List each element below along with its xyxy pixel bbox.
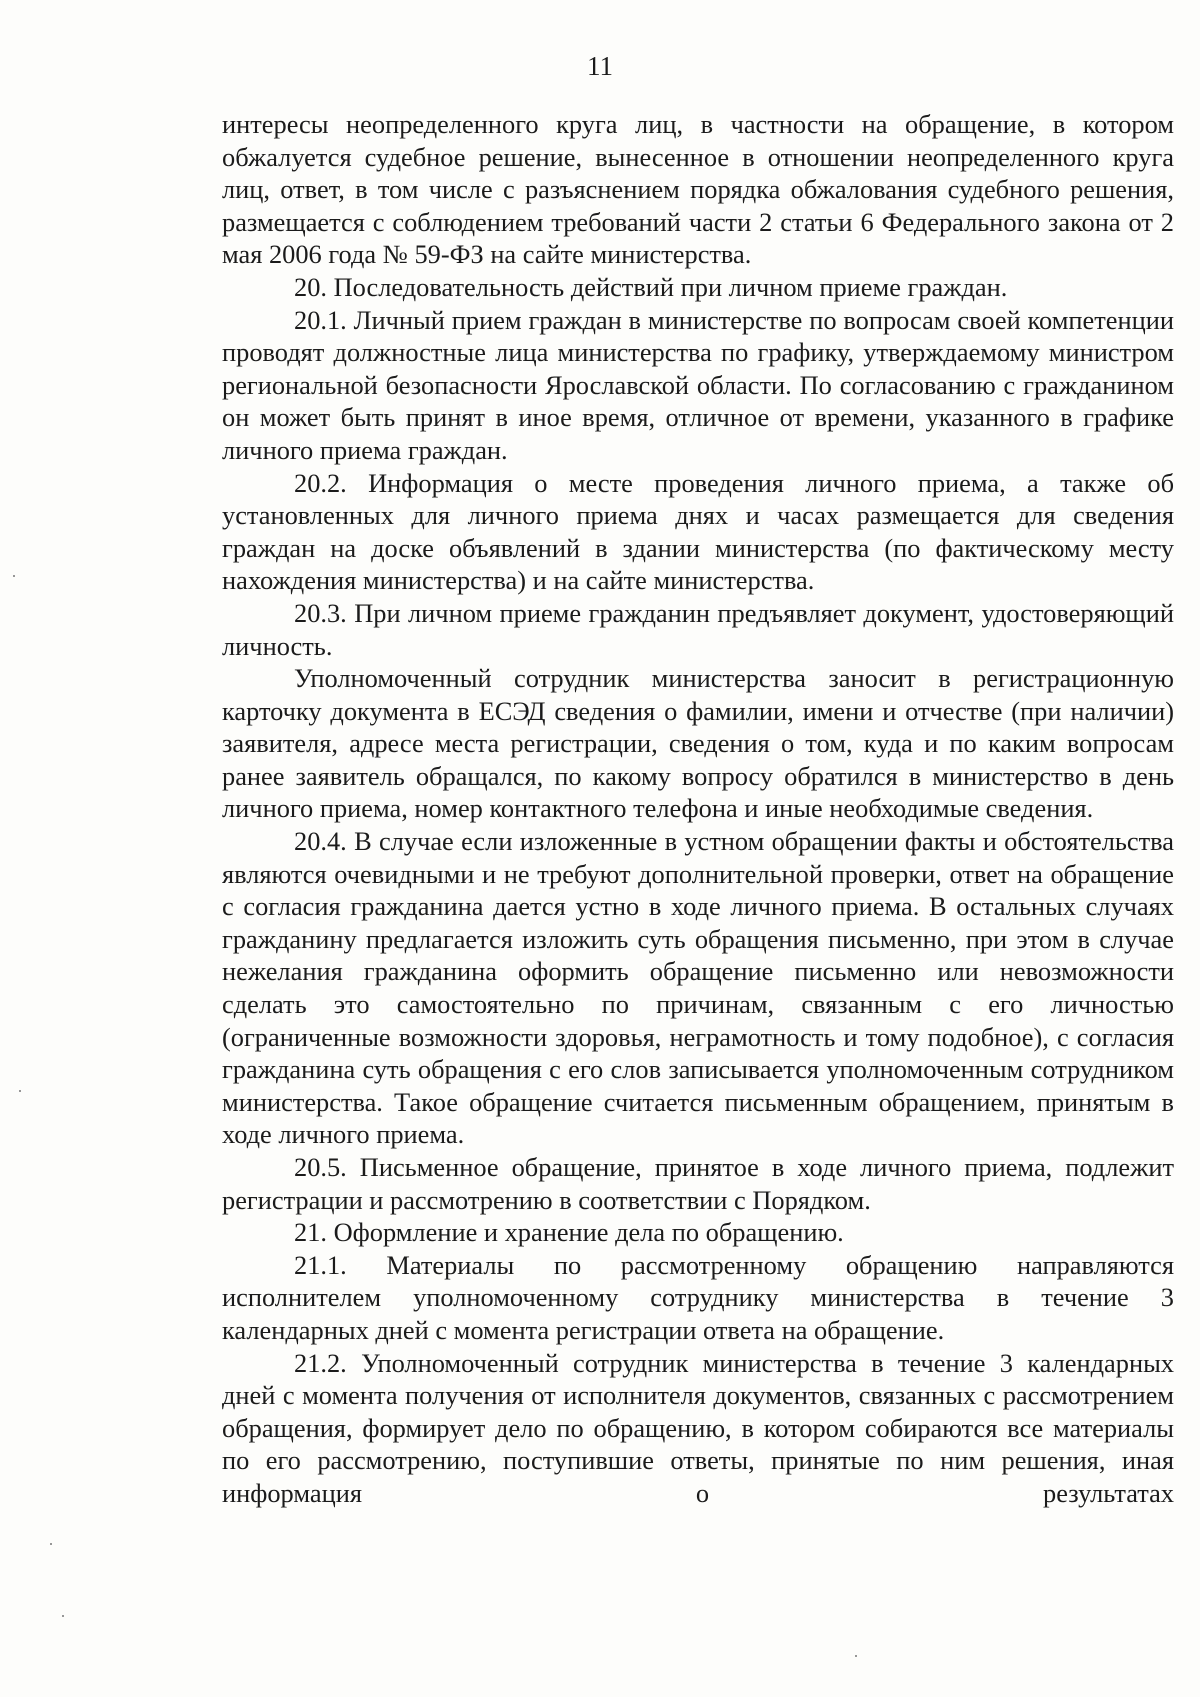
paragraph-authorized-employee: Уполномоченный сотрудник министерства заносит в регистрационную карточку документа в ЕСЭД сведения о фамилии, имени и отчестве (при наличии) заявителя, адресе места регистрации, сведения о том, куда и по каким вопросам ранее заявитель обращался, по какому вопросу обратился в министерство в день личного приема, номер контактного телефона и иные необходимые сведения. xyxy=(222,663,1174,824)
scan-speck xyxy=(50,1543,52,1545)
paragraph-21-2: 21.2. Уполномоченный сотрудник министерства в течение 3 календарных дней с момента получения от исполнителя документов, связанных с рассмотрением обращения, формирует дело по обращению, в котором собираются все материалы по его рассмотрению, поступившие ответы, принятые по ним решения, иная информация о результатах xyxy=(222,1347,1174,1508)
paragraph-continuation: интересы неопределенного круга лиц, в частности на обращение, в котором обжалуется судебное решение, вынесенное в отношении неопределенного круга лиц, ответ, в том числе с разъяснением порядка обжалования судебного решения, размещается с соблюдением требований части 2 статьи 6 Федерального закона от 2 мая 2006 года № 59-ФЗ на сайте министерства. xyxy=(222,109,1174,270)
paragraph-20-3: 20.3. При личном приеме гражданин предъявляет документ, удостоверяющий личность. xyxy=(222,597,1174,661)
scan-speck xyxy=(62,1615,64,1617)
paragraph-20: 20. Последовательность действий при личном приеме граждан. xyxy=(294,271,1008,302)
document-body xyxy=(222,108,1174,1510)
scan-speck xyxy=(855,1655,857,1657)
paragraph-20-4: 20.4. В случае если изложенные в устном обращении факты и обстоятельства являются очевидными и не требуют дополнительной проверки, ответ на обращение с согласия гражданина дается устно в ходе личного приема. В остальных случаях гражданину предлагается изложить суть обращения письменно, при этом в случае нежелания гражданина оформить обращение письменно или невозможности сделать это самостоятельно по причинам, связанным с его личностью (ограниченные возможности здоровья, неграмотность и тому подобное), с согласия гражданина суть обращения с его слов записывается уполномоченным сотрудником министерства. Такое обращение считается письменным обращением, принятым в ходе личного приема. xyxy=(222,826,1174,1150)
scan-speck xyxy=(13,575,15,577)
paragraph-20-2: 20.2. Информация о месте проведения личного приема, а также об установленных для личного приема днях и часах размещается для сведения граждан на доске объявлений в здании министерства (по фактическому месту нахождения министерства) и на сайте министерства. xyxy=(222,467,1174,596)
paragraph-21-1: 21.1. Материалы по рассмотренному обращению направляются исполнителем уполномоченному сотруднику министерства в течение 3 календарных дней с момента регистрации ответа на обращение. xyxy=(222,1249,1174,1345)
paragraph-20-5: 20.5. Письменное обращение, принятое в ходе личного приема, подлежит регистрации и рассмотрению в соответствии с Порядком. xyxy=(222,1152,1174,1215)
paragraph-20-1: 20.1. Личный прием граждан в министерстве по вопросам своей компетенции проводят должностные лица министерства по графику, утверждаемому министром региональной безопасности Ярославской области. По согласованию с гражданином он может быть принят в иное время, отличное от времени, указанного в графике личного приема граждан. xyxy=(222,304,1174,465)
paragraph-21: 21. Оформление и хранение дела по обращению. xyxy=(294,1217,844,1248)
page-number: 11 xyxy=(587,51,613,81)
scan-speck xyxy=(19,1090,21,1092)
